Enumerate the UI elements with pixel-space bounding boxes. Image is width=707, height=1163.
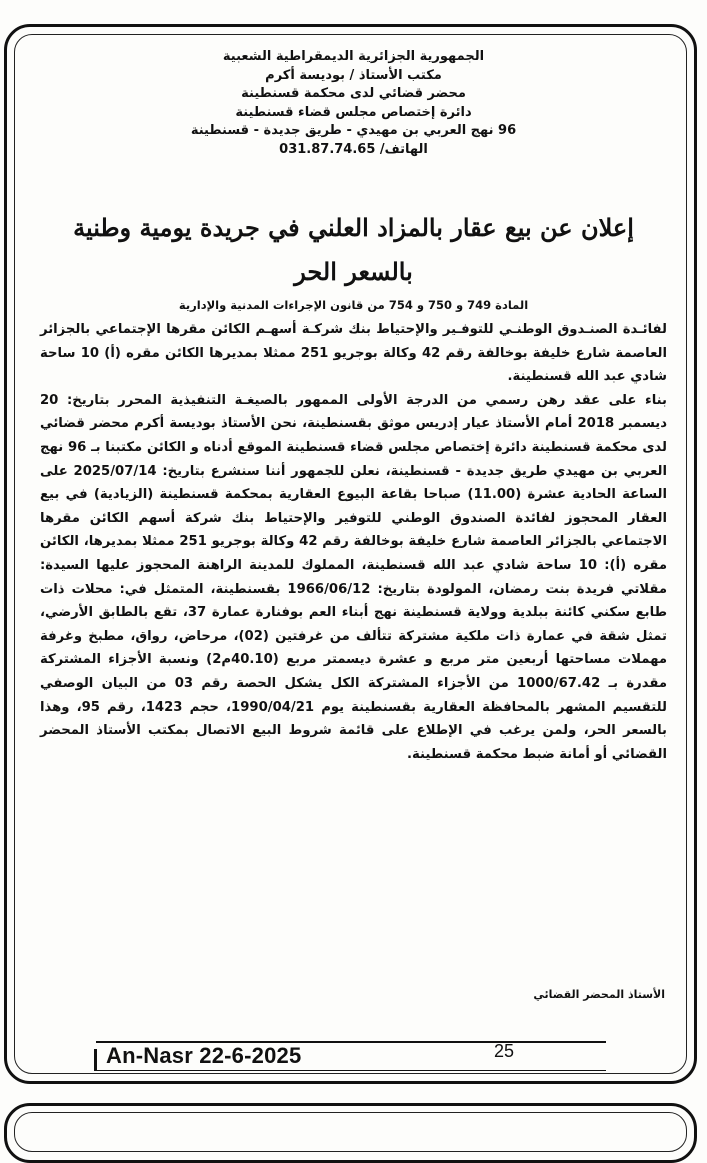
law-reference: المادة 749 و 750 و 754 من قانون الإجراءات المدنية والإدارية [178, 298, 529, 312]
signature-line: الأستاذ المحضر القضائي [533, 988, 665, 1001]
header-line-republic: الجمهورية الجزائرية الديمقراطية الشعبية [222, 49, 485, 64]
page-number: 25 [494, 1041, 515, 1061]
header-line-address: 96 نهج العربي بن مهيدي - طريق جديدة - قسنطينة [190, 123, 517, 139]
header-line-phone: الهاتف/ 031.87.74.65 [279, 141, 428, 157]
publication-footer-bar [96, 1041, 606, 1071]
notice-title-line-2: بالسعر الحر [294, 257, 413, 286]
footer-left-rule [94, 1049, 97, 1071]
body-paragraph-sale-details: بناء على عقد رهن رسمي من الدرجة الأولى الممهور بالصيغـة التنفيذية المحرر بتاريخ: 20 ديسمبر 2018 أمام الأستاذ عيار إدريس موثق بقسنطينة، نحن الأستاذ بوديسة أكرم محضر قضائي لدى محكمة قسنطينة دائرة إختصاص مجلس قضاء قسنطينة الموقع أدناه و الكائن مكتبنا بـ 96 نهج العربي بن مهيدي طريق جديدة - قسنطينة، نعلن للجمهور أننا سنشرع بتاريخ: 2025/07/14 على الساعة الحادية عشرة (11.00) صباحا بقاعة البيوع العقارية بمحكمة قسنطينة (الزيادية) في بيع العقار المحجوز لفائدة الصندوق الوطني للتوفير والإحتياط بنك شركة أسهم الكائن مقرها الاجتماعي بالجزائر العاصمة شارع خليفة بوخالفة رقم 42 وكالة بوجريو 251 ممثلا بمديرها، الكائن مقره (أ): 10 ساحة شادي عبد الله قسنطينة، المملوك للمدينة الراهنة المحجوز عليها السيدة: مقلاتي فريدة بنت رمضان، المولودة بتاريخ: 1966/06/12 بقسنطينة، المتمثل في: محلات ذات طابع سكني كائنة ببلدية وولاية قسنطينة نهج أبناء العم بوفنارة عمارة 37، تقع بالطابق الأرضي، تمثل شقة في عمارة ذات ملكية مشتركة تتألف من غرفتين (02)، مرحاض، رواق، مطبخ وغرفة مهملات مساحتها أربعين متر مربع و عشرة ديسمتر مربع (40.10م2) ونسبة الأجزاء المشتركة مقدرة بـ 1000/67.42 من الأجزاء المشتركة الكل يشكل الحصة رقم 03 من البيان الوصفي للتقسيم المشهر بالمحافظة العقارية بقسنطينة يوم 1990/04/21، حجم 1423، رقم 95، وهذا بالسعر الحر، ولمن يرغب في الإطلاع على قائمة شروط البيع الاتصال بمكتب الأستاذ المحضر القضائي أو أمانة ضبط محكمة قسنطينة. [40, 392, 668, 762]
bailiff-office-header [40, 48, 667, 160]
notice-title-line-1: إعلان عن بيع عقار بالمزاد العلني في جريدة يومية وطنية [73, 213, 634, 242]
next-notice-inner-frame [14, 1112, 687, 1152]
header-line-court: محضر قضائي لدى محكمة قسنطينة [241, 86, 466, 102]
body-paragraph-beneficiary: لفائـدة الصنـدوق الوطنـي للتوفـير والإحتياط بنك شركـة أسهـم الكائن مقرها الإجتماعي بالجزائر العاصمة شارع خليفة بوخالفة رقم 42 وكالة بوجريو 251 ممثلا بمديرها الكائن مقره (أ) 10 ساحة شادي عبد الله قسنطينة. [40, 322, 667, 385]
publication-name-date: An-Nasr 22-6-2025 [106, 1043, 302, 1068]
notice-body [40, 318, 667, 766]
header-line-office: مكتب الأستاذ / بوديسة أكرم [265, 67, 442, 83]
header-line-jurisdiction: دائرة إختصاص مجلس قضاء قسنطينة [235, 104, 472, 120]
notice-title [40, 206, 667, 294]
